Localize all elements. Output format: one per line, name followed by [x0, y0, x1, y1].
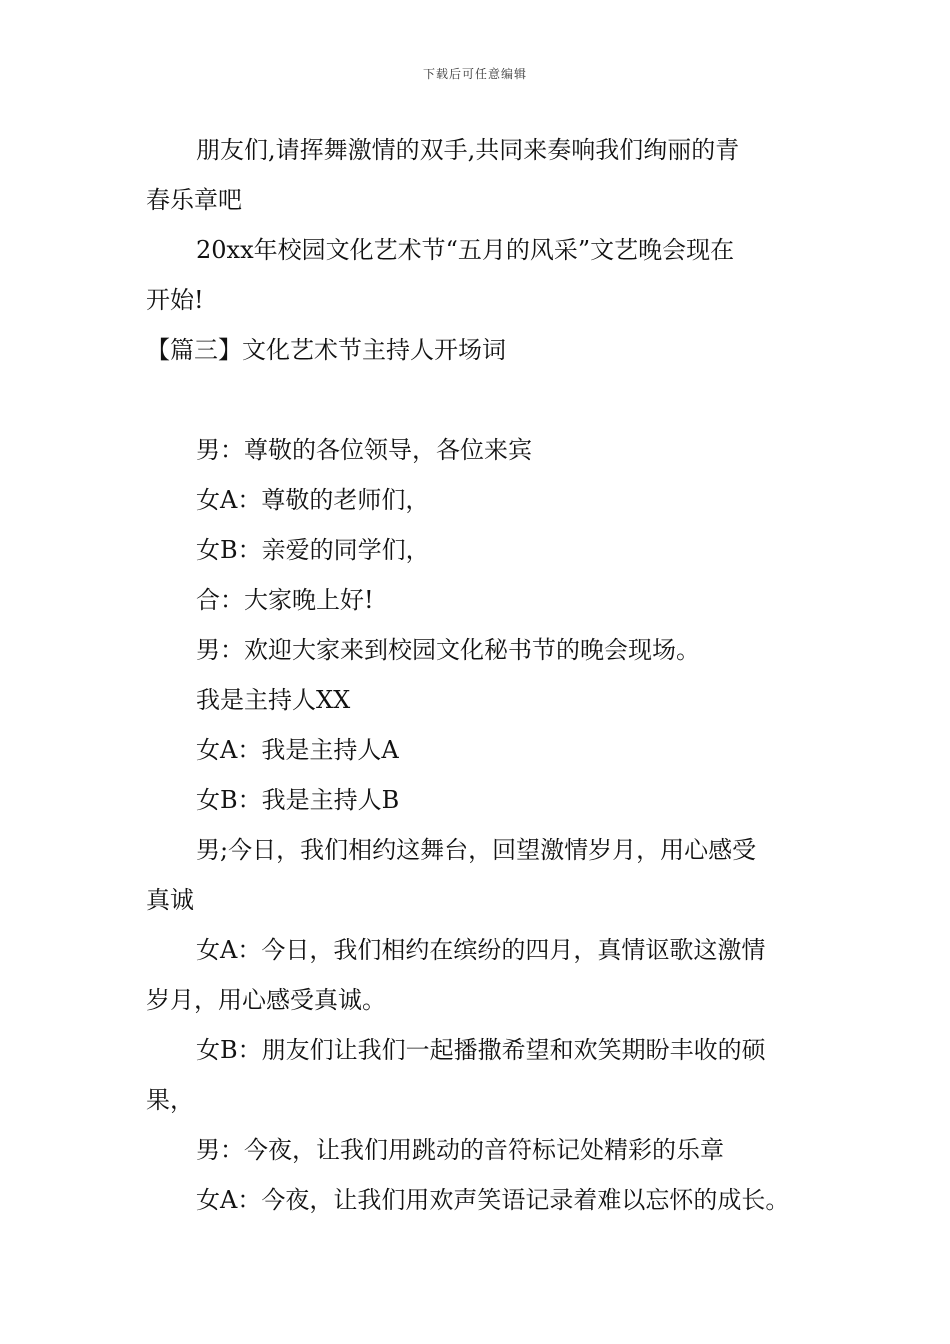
paragraph-line: 20xx年校园文化艺术节“五月的风采”文艺晚会现在	[196, 236, 735, 264]
section-title: 【篇三】文化艺术节主持人开场词	[146, 336, 506, 364]
dialogue-line: 男;今日，我们相约这舞台，回望激情岁月，用心感受	[196, 836, 757, 864]
dialogue-line: 男：尊敬的各位领导，各位来宾	[196, 436, 532, 464]
dialogue-line: 女A：我是主持人A	[196, 736, 399, 764]
dialogue-line: 女B：朋友们让我们一起播撒希望和欢笑期盼丰收的硕	[196, 1036, 766, 1064]
dialogue-line: 真诚	[146, 886, 194, 914]
dialogue-line: 女B：我是主持人B	[196, 786, 400, 814]
dialogue-line: 岁月，用心感受真诚。	[146, 986, 386, 1014]
dialogue-line: 果，	[146, 1086, 194, 1114]
paragraph-line: 春乐章吧	[146, 186, 242, 214]
document-body	[146, 125, 816, 1225]
page-header: 下载后可任意编辑	[422, 67, 527, 81]
dialogue-line: 女A：今夜，让我们用欢声笑语记录着难以忘怀的成长。	[196, 1186, 790, 1214]
dialogue-line: 男：欢迎大家来到校园文化秘书节的晚会现场。	[196, 636, 700, 664]
paragraph-line: 朋友们,请挥舞激情的双手,共同来奏响我们绚丽的青	[196, 136, 740, 164]
dialogue-line: 女B：亲爱的同学们，	[196, 536, 430, 564]
paragraph-line: 开始!	[146, 286, 204, 314]
dialogue-line: 男：今夜，让我们用跳动的音符标记处精彩的乐章	[196, 1136, 724, 1164]
dialogue-line: 女A：尊敬的老师们，	[196, 486, 430, 514]
dialogue-line: 女A：今日，我们相约在缤纷的四月，真情讴歌这激情	[196, 936, 766, 964]
dialogue-line: 我是主持人XX	[196, 686, 351, 714]
dialogue-line: 合：大家晚上好!	[196, 586, 374, 614]
blank-line	[146, 375, 816, 425]
